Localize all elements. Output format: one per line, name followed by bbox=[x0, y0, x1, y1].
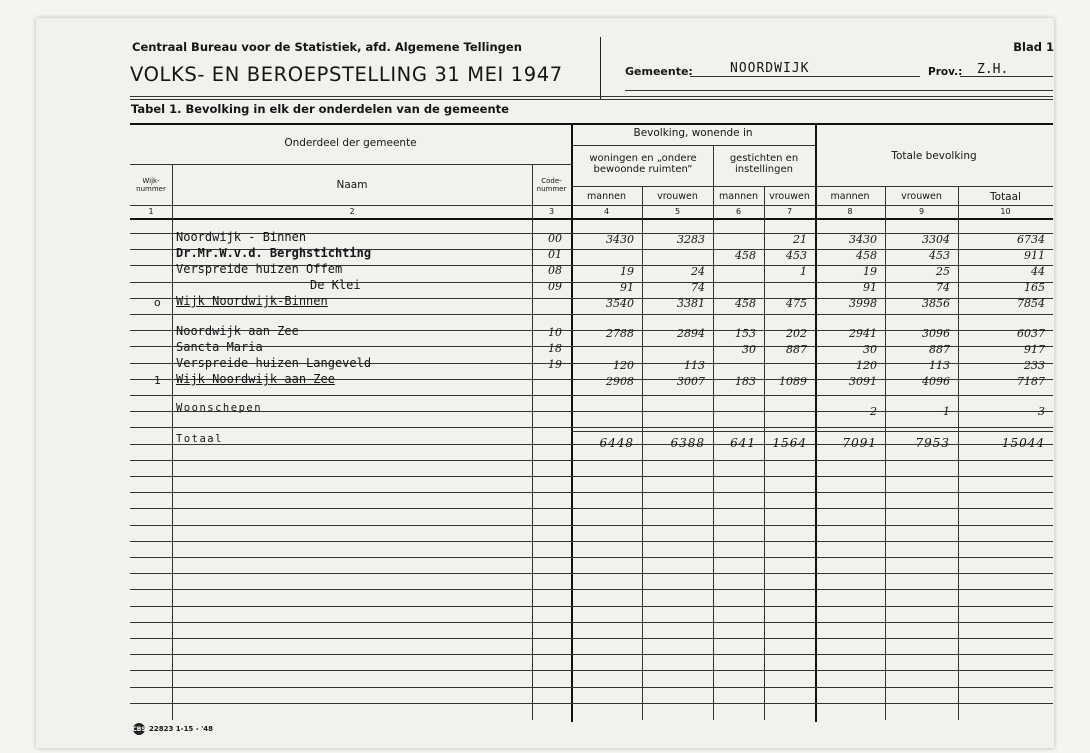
header-rule bbox=[130, 164, 571, 165]
cell-won-v: 2894 bbox=[677, 327, 705, 340]
cell-tot: 3 bbox=[1038, 405, 1045, 418]
gemeente-value: NOORDWIJK bbox=[730, 61, 810, 76]
province-label: Prov.: bbox=[928, 66, 963, 78]
cell-won-v: 24 bbox=[691, 265, 705, 278]
cell-tot-m: 2 bbox=[870, 405, 877, 418]
cell-tot-m: 3430 bbox=[849, 233, 877, 246]
ruled-line bbox=[130, 573, 1053, 574]
cell-won-m: 3540 bbox=[606, 297, 634, 310]
row-name: Wijk Noordwijk-Binnen bbox=[176, 294, 328, 308]
header-rule bbox=[130, 205, 1053, 206]
wijk-number: 1 bbox=[154, 374, 161, 387]
ruled-line bbox=[130, 460, 1053, 461]
cell-tot: 7187 bbox=[1017, 375, 1045, 388]
ruled-line bbox=[130, 557, 1053, 558]
subheader-10: Totaal bbox=[990, 191, 1021, 203]
ruled-line bbox=[130, 638, 1053, 639]
bureau-heading: Centraal Bureau voor de Statistiek, afd. Algemene Tellingen bbox=[132, 40, 522, 54]
row-name: Verspreide huizen Offem bbox=[176, 262, 343, 276]
cell-ges-v: 202 bbox=[786, 327, 807, 340]
cell-tot-v: 3856 bbox=[922, 297, 950, 310]
row-name: Wijk Noordwijk aan Zee bbox=[176, 372, 335, 386]
header-rule bbox=[571, 145, 815, 146]
cell-tot-m: 458 bbox=[856, 249, 877, 262]
row-code: 09 bbox=[548, 280, 562, 293]
subheader-8: mannen bbox=[830, 191, 870, 202]
cell-won-m: 6448 bbox=[599, 436, 634, 450]
column-number-6: 6 bbox=[735, 207, 742, 216]
ruled-line bbox=[130, 492, 1053, 493]
totale-bevolking-header: Totale bevolking bbox=[891, 150, 977, 162]
subheader-5: vrouwen bbox=[657, 191, 698, 202]
row-name: Totaal bbox=[176, 433, 223, 445]
cell-tot-v: 453 bbox=[929, 249, 950, 262]
wonende-left-rule bbox=[571, 123, 573, 722]
header-bottom-rule bbox=[130, 218, 1053, 220]
column-number-7: 7 bbox=[786, 207, 793, 216]
ruled-line bbox=[130, 508, 1053, 509]
cell-tot-v: 1 bbox=[943, 405, 950, 418]
row-code: 18 bbox=[548, 342, 562, 355]
cell-tot: 6037 bbox=[1017, 327, 1045, 340]
cell-won-v: 6388 bbox=[670, 436, 705, 450]
table-top-rule bbox=[130, 123, 1053, 125]
naam-header: Naam bbox=[336, 179, 368, 191]
cell-tot-v: 887 bbox=[929, 343, 950, 356]
cell-tot: 917 bbox=[1024, 343, 1045, 356]
subheader-6: mannen bbox=[719, 191, 758, 202]
form-code: 22823 1-15 - '48 bbox=[149, 725, 213, 733]
subheader-9: vrouwen bbox=[901, 191, 942, 202]
column-number-9: 9 bbox=[918, 207, 925, 216]
row-name: Woonschepen bbox=[176, 402, 263, 414]
codenummer-header: Code-nummer bbox=[536, 177, 567, 193]
prov-underline bbox=[960, 76, 1053, 77]
cell-tot: 44 bbox=[1031, 265, 1045, 278]
cell-won-m: 2908 bbox=[606, 375, 634, 388]
cell-ges-m: 153 bbox=[735, 327, 756, 340]
cell-tot-m: 120 bbox=[856, 359, 877, 372]
naam-column-rule bbox=[172, 164, 173, 720]
ruled-line bbox=[130, 525, 1053, 526]
sheet-number: Blad 1 bbox=[1013, 40, 1054, 54]
row-code: 00 bbox=[548, 232, 562, 245]
table-title: Tabel 1. Bevolking in elk der onderdelen van de gemeente bbox=[131, 102, 509, 116]
cell-tot: 7854 bbox=[1017, 297, 1045, 310]
row-name: Noordwijk - Binnen bbox=[176, 230, 307, 244]
cell-ges-v: 1 bbox=[800, 265, 807, 278]
cell-won-v: 74 bbox=[691, 281, 705, 294]
cell-tot-v: 4096 bbox=[922, 375, 950, 388]
cell-tot-m: 91 bbox=[863, 281, 877, 294]
cell-tot-v: 113 bbox=[929, 359, 950, 372]
ruled-line bbox=[130, 541, 1053, 542]
column-number-8: 8 bbox=[847, 207, 853, 216]
cell-ges-v: 21 bbox=[793, 233, 807, 246]
ruled-line bbox=[130, 314, 1053, 315]
subheader-4: mannen bbox=[587, 191, 626, 202]
cell-tot-m: 19 bbox=[863, 265, 877, 278]
row-name: Noordwijk aan Zee bbox=[176, 324, 299, 338]
form-footer bbox=[133, 723, 213, 735]
header-blank-line bbox=[625, 90, 1053, 91]
ruled-line bbox=[130, 395, 1053, 396]
header-rule bbox=[571, 186, 1053, 187]
wijk-number: o bbox=[154, 296, 161, 309]
cell-ges-v: 1564 bbox=[772, 436, 807, 450]
cell-tot-m: 30 bbox=[863, 343, 877, 356]
header-bottom-rule bbox=[130, 96, 1053, 97]
row-name: Dr.Mr.W.v.d. Berghstichting bbox=[176, 246, 372, 260]
totale-left-rule bbox=[815, 123, 817, 722]
row-name: De Klei bbox=[310, 278, 361, 292]
row-name: Sancta Maria bbox=[176, 340, 263, 354]
ruled-line bbox=[130, 622, 1053, 623]
cell-tot-m: 2941 bbox=[849, 327, 877, 340]
gestichten-column-rule bbox=[713, 145, 714, 720]
cell-tot-v: 7953 bbox=[915, 436, 950, 450]
column-number-2: 2 bbox=[349, 207, 355, 216]
cell-tot-m: 3091 bbox=[849, 375, 877, 388]
cell-ges-v: 887 bbox=[786, 343, 807, 356]
column-number-3: 3 bbox=[548, 207, 555, 216]
cell-ges-m: 183 bbox=[735, 375, 756, 388]
column-number-5: 5 bbox=[674, 207, 681, 216]
cell-ges-v: 475 bbox=[786, 297, 807, 310]
total-rule bbox=[815, 431, 1053, 432]
cell-tot: 15044 bbox=[1001, 436, 1045, 450]
subheader-7: vrouwen bbox=[769, 191, 810, 202]
province-value: Z.H. bbox=[977, 62, 1009, 77]
cell-ges-m: 30 bbox=[742, 343, 756, 356]
wijknummer-header: Wijk-nummer bbox=[136, 177, 166, 193]
cell-tot: 6734 bbox=[1017, 233, 1045, 246]
bevolking-wonende-header: Bevolking, wonende in bbox=[633, 127, 753, 139]
gemeente-label: Gemeente: bbox=[625, 65, 693, 78]
cell-ges-m: 458 bbox=[735, 249, 756, 262]
cell-won-m: 19 bbox=[620, 265, 634, 278]
row-code: 19 bbox=[548, 358, 562, 371]
row-code: 10 bbox=[548, 326, 562, 339]
cell-ges-m: 458 bbox=[735, 297, 756, 310]
column-number-1: 1 bbox=[148, 207, 154, 216]
ruled-line bbox=[130, 670, 1053, 671]
row-code: 01 bbox=[548, 248, 562, 261]
row-name: Verspreide huizen Langeveld bbox=[176, 356, 372, 370]
cell-ges-v: 453 bbox=[786, 249, 807, 262]
column-number-10: 10 bbox=[1000, 207, 1011, 216]
cell-tot-v: 3096 bbox=[922, 327, 950, 340]
cell-won-v: 3007 bbox=[677, 375, 705, 388]
cell-won-v: 3283 bbox=[677, 233, 705, 246]
cell-won-v: 113 bbox=[684, 359, 705, 372]
cell-tot-v: 74 bbox=[936, 281, 950, 294]
ruled-line bbox=[130, 687, 1053, 688]
cell-won-m: 120 bbox=[613, 359, 634, 372]
cell-tot-m: 3998 bbox=[849, 297, 877, 310]
onderdeel-header: Onderdeel der gemeente bbox=[284, 137, 417, 149]
cell-tot-v: 25 bbox=[936, 265, 950, 278]
cell-won-m: 2788 bbox=[606, 327, 634, 340]
cell-tot: 165 bbox=[1024, 281, 1045, 294]
cell-ges-m: 641 bbox=[730, 436, 756, 450]
row-code: 08 bbox=[548, 264, 562, 277]
printer-logo-icon: CBS bbox=[133, 723, 145, 735]
ruled-line bbox=[130, 476, 1053, 477]
ruled-line bbox=[130, 589, 1053, 590]
header-divider bbox=[600, 37, 601, 99]
ruled-line bbox=[130, 427, 1053, 428]
cell-won-m: 91 bbox=[620, 281, 634, 294]
column-number-4: 4 bbox=[603, 207, 610, 216]
ruled-line bbox=[130, 606, 1053, 607]
cell-won-m: 3430 bbox=[606, 233, 634, 246]
woningen-header: woningen en „ondere bewoonde ruimten” bbox=[589, 153, 697, 175]
gestichten-header: gestichten en instellingen bbox=[729, 153, 799, 175]
cell-tot-m: 7091 bbox=[842, 436, 877, 450]
ruled-line bbox=[130, 654, 1053, 655]
header-bottom-rule-2 bbox=[130, 99, 1053, 100]
cell-tot: 911 bbox=[1024, 249, 1045, 262]
cell-tot: 233 bbox=[1024, 359, 1045, 372]
total-rule bbox=[571, 431, 815, 432]
census-title: VOLKS- EN BEROEPSTELLING 31 MEI 1947 bbox=[130, 63, 563, 86]
ruled-line bbox=[130, 703, 1053, 704]
cell-tot-v: 3304 bbox=[922, 233, 950, 246]
code-column-rule bbox=[532, 164, 533, 720]
cell-ges-v: 1089 bbox=[779, 375, 807, 388]
cell-won-v: 3381 bbox=[677, 297, 705, 310]
gemeente-underline bbox=[690, 76, 920, 77]
